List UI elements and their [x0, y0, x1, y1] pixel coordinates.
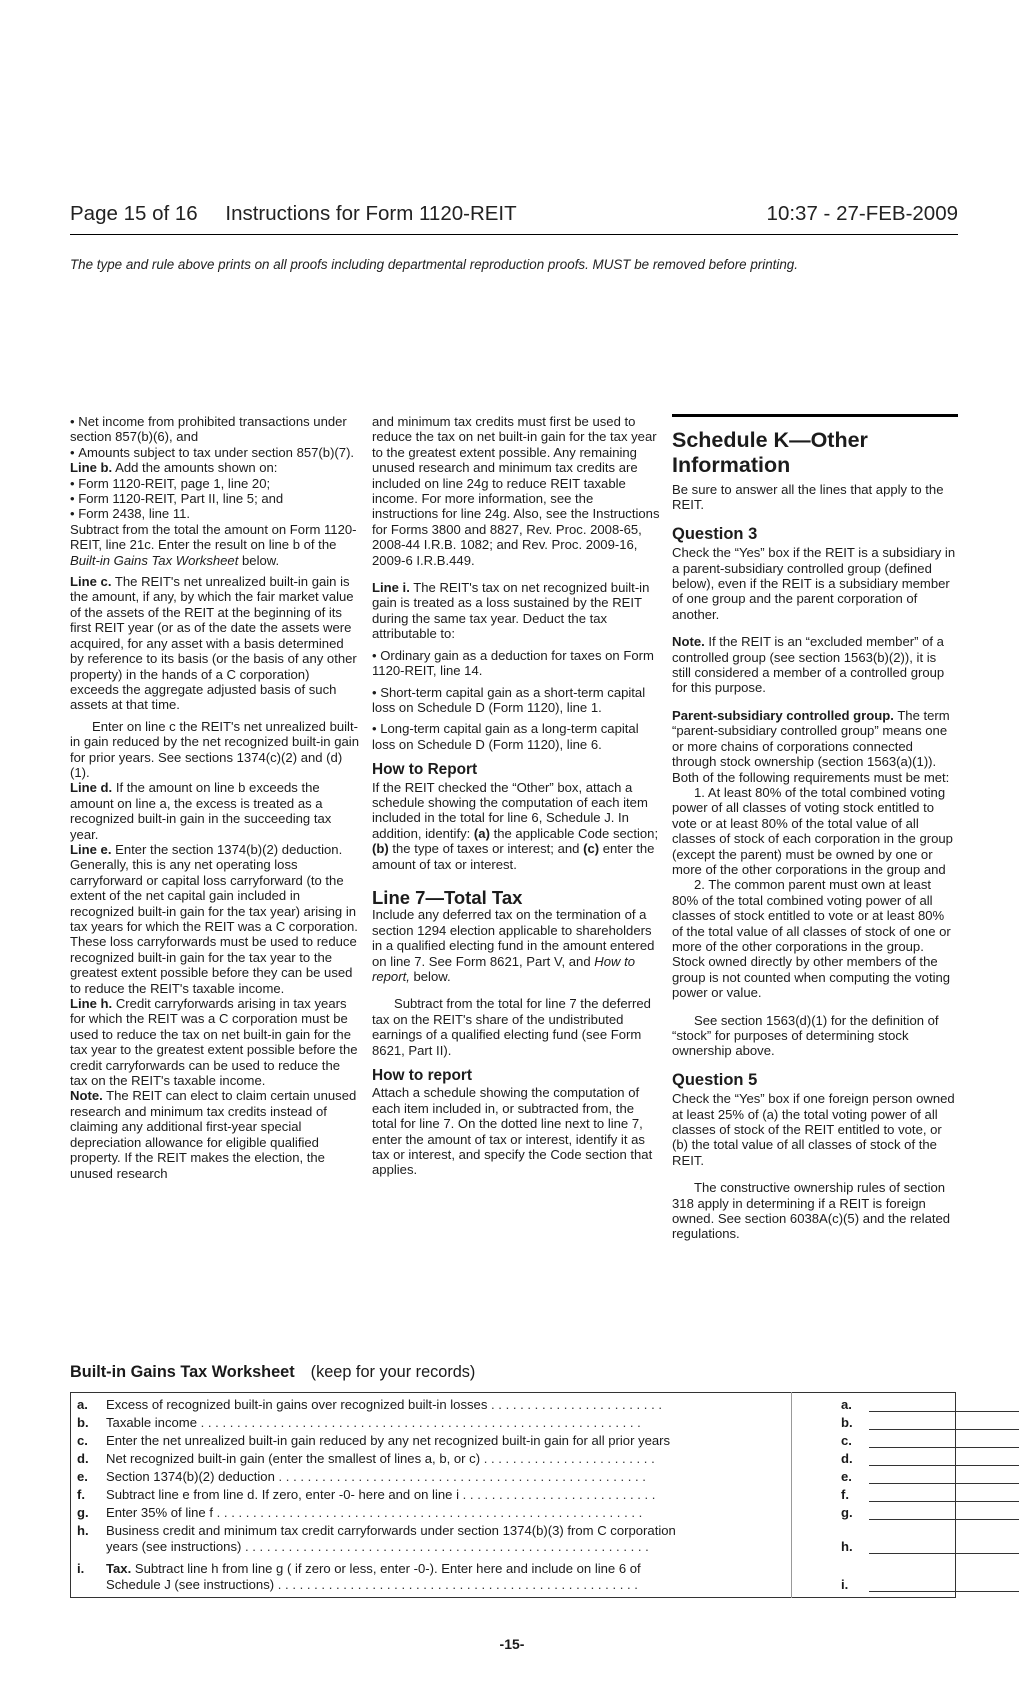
line-c-para-2: Enter on line c the REIT's net unrealized built-in gain reduced by the net recognized built-in gain for prior years. See sections 1374(c)(2) and (d)(1).	[70, 718, 359, 780]
line-b-bullet-3: • Form 2438, line 11.	[70, 506, 360, 521]
row-ref: g.	[841, 1505, 853, 1520]
line-h-heading: Line h.	[70, 996, 113, 1012]
question-5-para: Check the “Yes” box if one foreign person owned at least 25% of (a) the total voting power of all classes of stock of the REIT entitled to vote, or (b) the total value of all classes of stock of the REIT.	[672, 1091, 955, 1168]
question-3-para: Check the “Yes” box if the REIT is a subsidiary in a parent-subsidiary controlled group (defined below), even if the REIT is a subsidiary member of one group and the parent corporation of another.	[672, 545, 956, 622]
line-7-end: below.	[413, 969, 451, 984]
row-text	[106, 1487, 836, 1502]
leader-dots: . . . . . . . . . . . . . . . . . . . . . . . .	[480, 1451, 655, 1466]
item-a-label: (a)	[473, 825, 490, 841]
line-i-para	[372, 580, 662, 642]
leader-dots: . . . . . . . . . . . . . . . . . . . . . . . . . . . . . . . . . . . . . . . . . . . . . . . . . . . . . . . .	[241, 1539, 649, 1554]
line-c-text: The REIT's net unrealized built-in gain is the amount, if any, by which the fair market value of the assets of the REIT at the beginning of its first REIT year (or as of the date the assets were acquired, for any asset with a basis determined by reference to its basis (or the basis of any other property) in the hands of a C corporation) exceeds the aggregate adjusted basis of such assets at that time.	[70, 574, 357, 713]
line-b-para	[70, 460, 360, 475]
bullet-amounts-subject: • Amounts subject to tax under section 857(b)(7).	[70, 445, 360, 460]
amount-field-g[interactable]	[869, 1505, 1019, 1520]
row-letter: f.	[77, 1487, 85, 1502]
worksheet-table	[70, 1392, 956, 1598]
row-ref: h.	[841, 1539, 853, 1554]
schedule-k-heading: Schedule K—Other Information	[672, 428, 868, 477]
row-label: Net recognized built-in gain (enter the smallest of lines a, b, or c)	[106, 1451, 481, 1466]
worksheet-reference: Built-in Gains Tax Worksheet	[70, 552, 239, 568]
proof-header	[70, 202, 958, 226]
row-letter: i.	[77, 1561, 85, 1576]
line-7-text: Include any deferred tax on the termination of a section 1294 election applicable to shareholders in a qualified electing fund in the amount entered on line 7. See Form 8621, Part V, and	[372, 907, 655, 969]
item-b-label: (b)	[372, 841, 389, 857]
question-5-para-2: The constructive ownership rules of section 318 apply in determining if a REIT is foreign owned. See section 6038A(c)(5) and the related regulations.	[672, 1180, 951, 1242]
item-c-text: enter the amount of tax or interest.	[372, 841, 655, 872]
psc-para	[672, 708, 958, 785]
requirement-2: 2. The common parent must own at least 80% of the total combined voting power of all classes of stock entitled to vote or at least 80% of the total value of all classes of stock of one or more of the other corporations in the group. Stock owned directly by other members of the group is not counted when computing the voting power or value.	[672, 877, 951, 1001]
line-i-text: The REIT's tax on net recognized built-in gain is treated as a loss sustained by the REIT during the same tax year. Deduct the tax attributable to:	[372, 580, 650, 642]
row-letter: h.	[77, 1523, 89, 1538]
row-text	[106, 1561, 836, 1576]
column-right	[672, 414, 958, 1242]
row-ref: b.	[841, 1415, 853, 1430]
amount-field-a[interactable]	[869, 1397, 1019, 1412]
line-i-bullet-1: • Ordinary gain as a deduction for taxes on Form 1120-REIT, line 14.	[372, 648, 662, 679]
worksheet-column-divider	[791, 1392, 792, 1598]
line-7-para	[372, 907, 662, 984]
row-letter: b.	[77, 1415, 89, 1430]
line-b-subtract-text: Subtract from the total the amount on Form 1120-REIT, line 21c. Enter the result on line b of the	[70, 521, 357, 553]
proof-note: The type and rule above prints on all proofs including departmental reproduction proofs. MUST be removed before printing.	[70, 257, 798, 272]
row-ref: f.	[841, 1487, 849, 1502]
line-c-heading: Line c.	[70, 574, 112, 590]
note-heading: Note.	[70, 1088, 103, 1104]
item-c-label: (c)	[583, 841, 600, 857]
line-c-para	[70, 574, 360, 713]
stock-definition-para: See section 1563(d)(1) for the definition of “stock” for purposes of determining stock ownership above.	[672, 1012, 939, 1059]
line-b-subtract	[70, 522, 360, 568]
column-middle	[372, 414, 662, 1178]
row-letter: g.	[77, 1505, 89, 1520]
header-rule	[70, 234, 958, 235]
leader-dots: . . . . . . . . . . . . . . . . . . . . . . . . . . .	[459, 1487, 656, 1502]
worksheet-title-text: Built-in Gains Tax Worksheet	[70, 1363, 295, 1381]
row-ref: a.	[841, 1397, 852, 1412]
question-5-heading: Question 5	[672, 1070, 758, 1089]
q3-note-text: If the REIT is an “excluded member” of a controlled group (see section 1563(b)(2)), it is still considered a member of a controlled group for this purpose.	[672, 634, 945, 696]
row-letter: c.	[77, 1433, 88, 1448]
line-b-text: Add the amounts shown on:	[115, 460, 278, 476]
amount-field-d[interactable]	[869, 1451, 1019, 1466]
leader-dots: . . . . . . . . . . . . . . . . . . . . . . . .	[487, 1397, 662, 1412]
credits-para: and minimum tax credits must first be used to reduce the tax on net built-in gain for the tax year to the greatest extent possible. Any remaining unused research and minimum tax credits are included on line 24g to reduce REIT taxable income. For more information, see the instructions for line 24g. Also, see the Instructions for Forms 3800 and 8827, Rev. Proc. 2008-65, 2008-44 I.R.B. 1082; and Rev. Proc. 2009-16, 2009-6 I.R.B.449.	[372, 414, 660, 568]
line-b-heading: Line b.	[70, 460, 113, 476]
page-indicator: Page 15 of 16	[70, 202, 198, 225]
page-number: -15-	[499, 1636, 525, 1652]
psc-text: The term “parent-subsidiary controlled group” means one or more chains of corporations connected through stock ownership (section 1563(a)(1)). Both of the following requirements must be met:	[672, 707, 950, 785]
amount-field-c[interactable]	[869, 1433, 1019, 1448]
note-para	[70, 1088, 360, 1180]
leader-dots: . . . . . . . . . . . . . . . . . . . . . . . . . . . . . . . . . . . . . . . . . . . . . . . . . . . . . . . . . . . . .	[196, 1415, 641, 1430]
tax-label: Tax.	[106, 1561, 132, 1576]
line-b-bullet-2: • Form 1120-REIT, Part II, line 5; and	[70, 491, 360, 506]
line-7-para-2: Subtract from the total for line 7 the deferred tax on the REIT's share of the undistributed earnings of a qualified electing fund (see Form 8621, Part II).	[372, 996, 651, 1058]
row-text	[106, 1433, 836, 1448]
how-to-report-para	[372, 780, 662, 872]
amount-field-b[interactable]	[869, 1415, 1019, 1430]
row-label: Enter the net unrealized built-in gain reduced by any net recognized built-in gain for all prior years	[106, 1433, 671, 1448]
row-text	[106, 1469, 836, 1484]
line-e-text: Enter the section 1374(b)(2) deduction. Generally, this is any net operating loss carryforward or capital loss carryforward (to the extent of the net capital gain included in recognized built-in gain for the tax year) arising in tax years for which the REIT was a C corporation. These loss carryforwards must be used to reduce recognized built-in gain for the tax year to the greatest extent possible before they can be used to reduce the REIT's taxable income.	[70, 841, 358, 996]
line-7-italic: How to report,	[372, 953, 636, 984]
amount-field-e[interactable]	[869, 1469, 1019, 1484]
note-text: The REIT can elect to claim certain unused research and minimum tax credits instead of claiming any additional first-year special depreciation allowance for eligible qualified property. If the REIT makes the election, the unused research	[70, 1088, 357, 1181]
leader-dots: . . . . . . . . . . . . . . . . . . . . . . . . . . . . . . . . . . . . . . . . . . . . . . . . . . .	[274, 1469, 646, 1484]
leader-dots: . . . . . . . . . . . . . . . . . . . . . . . . . . . . . . . . . . . . . . . . . . . . . . . . . .	[274, 1577, 638, 1592]
how-to-report-heading-2: How to report	[372, 1067, 473, 1085]
amount-field-i[interactable]	[869, 1577, 1019, 1592]
line-b-subtract-end: below.	[242, 552, 280, 568]
how-to-report-para-2: Attach a schedule showing the computation of each item included in, or subtracted from, the total for line 7. On the dotted line next to line 7, enter the amount of tax or interest, identify it as tax or interest, and specify the Code section that applies.	[372, 1085, 653, 1178]
line-h-para	[70, 996, 360, 1088]
row-letter: a.	[77, 1397, 88, 1412]
row-ref: e.	[841, 1469, 852, 1484]
leader-dots: . . . . . . . . . . . . . . . . . . . . . . . . . . . . . . . . . . . . . . . . . . . . . . . . . . . . . . . . . . .	[213, 1505, 643, 1520]
line-b-bullet-1: • Form 1120-REIT, page 1, line 20;	[70, 476, 360, 491]
requirement-1: 1. At least 80% of the total combined voting power of all classes of voting stock entitled to vote or at least 80% of the total value of all classes of stock of each corporation in the group (except the parent) must be owned by one or more of the other corporations in the group and	[672, 784, 953, 877]
line-d-heading: Line d.	[70, 780, 113, 796]
row-label: Excess of recognized built-in gains over recognized built-in losses	[106, 1397, 488, 1412]
row-ref: c.	[841, 1433, 852, 1448]
row-label: years (see instructions)	[106, 1539, 242, 1554]
row-letter: d.	[77, 1451, 89, 1466]
amount-field-f[interactable]	[869, 1487, 1019, 1502]
proof-header-left	[70, 202, 517, 226]
row-ref: i.	[841, 1577, 849, 1592]
line-i-bullet-2: • Short-term capital gain as a short-term capital loss on Schedule D (Form 1120), line 1.	[372, 685, 662, 716]
row-label: Section 1374(b)(2) deduction	[106, 1469, 275, 1484]
item-b-text: the type of taxes or interest; and	[392, 841, 580, 857]
row-label: Enter 35% of line f	[106, 1505, 213, 1520]
column-left	[70, 414, 360, 1181]
schedule-k-intro: Be sure to answer all the lines that apply to the REIT.	[672, 482, 944, 513]
worksheet-title	[70, 1363, 475, 1382]
row-label: Subtract line e from line d. If zero, enter -0- here and on line i	[106, 1487, 459, 1502]
how-to-report-heading: How to Report	[372, 761, 478, 779]
document-title: Instructions for Form 1120-REIT	[225, 202, 517, 225]
worksheet-keep-note: (keep for your records)	[310, 1363, 476, 1381]
bullet-prohibited-transactions: • Net income from prohibited transactions under section 857(b)(6), and	[70, 414, 360, 445]
row-text	[106, 1397, 836, 1412]
line-7-heading: Line 7—Total Tax	[372, 886, 523, 908]
line-h-text: Credit carryforwards arising in tax years for which the REIT was a C corporation must be used to reduce the tax on net built-in gain for the tax year to the greatest extent possible before the credit carryforwards can be used to reduce the tax on the REIT's taxable income.	[70, 996, 358, 1089]
psc-heading: Parent-subsidiary controlled group.	[672, 707, 894, 723]
row-letter: e.	[77, 1469, 88, 1484]
row-label: Subtract line h from line g ( if zero or less, enter -0-). Enter here and include on line 6 of	[134, 1561, 641, 1576]
line-d-para	[70, 780, 360, 842]
item-a-text: the applicable Code section;	[493, 825, 659, 841]
row-text	[106, 1505, 836, 1520]
line-e-para	[70, 842, 360, 996]
row-text	[106, 1539, 836, 1554]
question-3-heading: Question 3	[672, 524, 758, 543]
how-to-report-text: If the REIT checked the “Other” box, attach a schedule showing the computation of each item included in the total for line 6, Schedule J. In addition, identify:	[372, 779, 648, 841]
line-e-heading: Line e.	[70, 841, 112, 857]
proof-timestamp: 10:37 - 27-FEB-2009	[766, 202, 958, 225]
line-i-bullet-3: • Long-term capital gain as a long-term capital loss on Schedule D (Form 1120), line 6.	[372, 721, 662, 752]
q3-note-para	[672, 634, 958, 696]
row-text: Business credit and minimum tax credit carryforwards under section 1374(b)(3) from C corporation	[106, 1523, 676, 1538]
row-label: Taxable income	[106, 1415, 197, 1430]
row-text	[106, 1451, 836, 1466]
row-ref: d.	[841, 1451, 853, 1466]
amount-field-h[interactable]	[869, 1539, 1019, 1554]
row-text	[106, 1577, 836, 1592]
line-d-text: If the amount on line b exceeds the amount on line a, the excess is treated as a recognized built-in gain in the succeeding tax year.	[70, 780, 332, 842]
row-label: Schedule J (see instructions)	[106, 1577, 275, 1592]
line-i-heading: Line i.	[372, 580, 410, 596]
row-text	[106, 1415, 836, 1430]
q3-note-heading: Note.	[672, 634, 705, 650]
